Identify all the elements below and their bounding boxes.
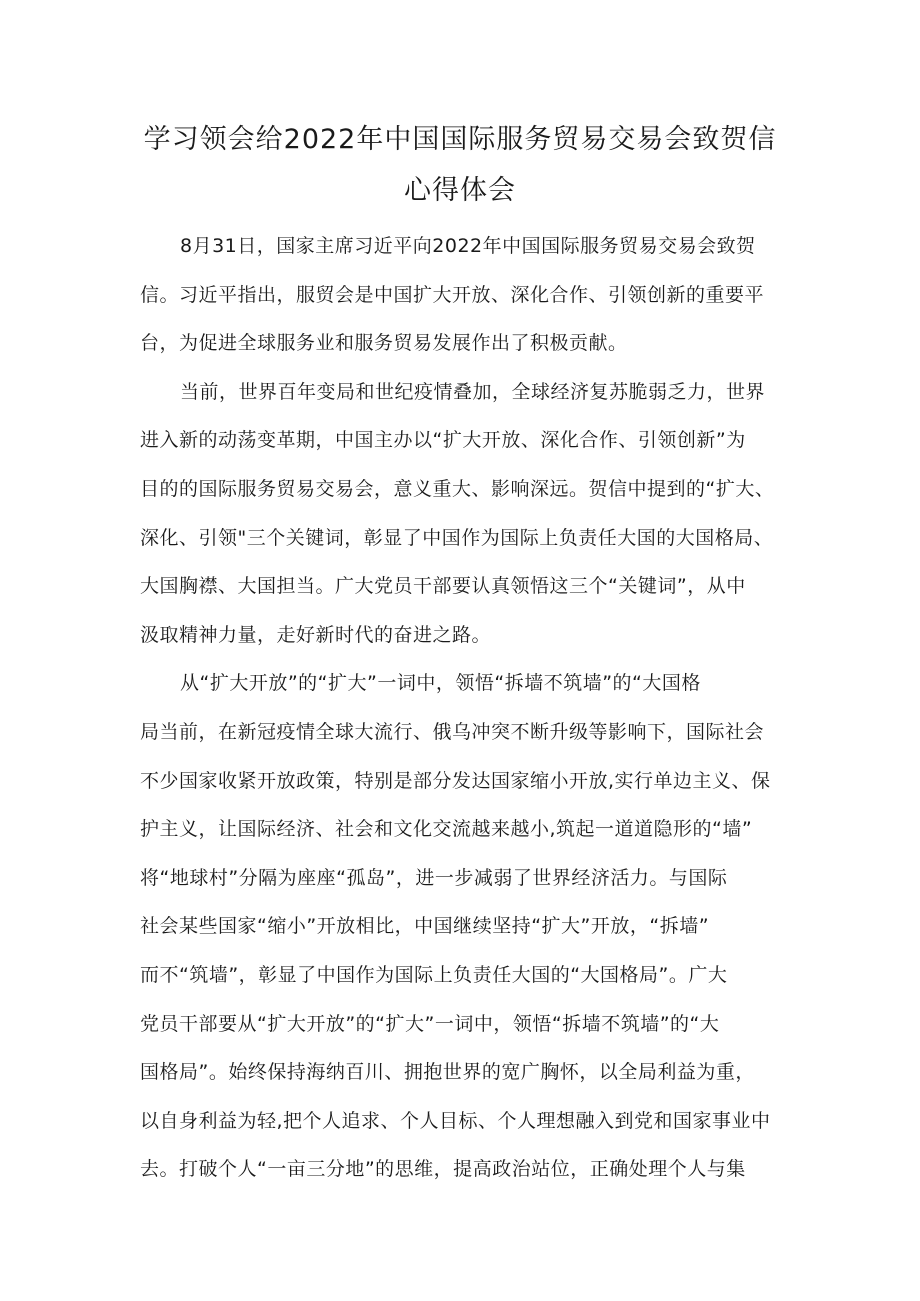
text-line: 国格局”。始终保持海纳百川、拥抱世界的宽广胸怀，以全局利益为重， [140, 1061, 755, 1084]
text-line: 以自身利益为轻,把个人追求、个人目标、个人理想融入到党和国家事业中 [140, 1109, 771, 1132]
document-body [140, 222, 790, 1194]
text-line: 8月31日，国家主席习近平向2022年中国国际服务贸易交易会致贺 [180, 235, 756, 257]
text-line: 社会某些国家“缩小”开放相比，中国继续坚持“扩大”开放，“拆墙” [140, 915, 710, 938]
paragraph-3 [140, 659, 790, 1194]
text-line: 不少国家收紧开放政策，特别是部分发达国家缩小开放,实行单边主义、保 [140, 769, 771, 792]
text-line: 而不“筑墙”，彰显了中国作为国际上负责任大国的“大国格局”。广大 [140, 963, 728, 986]
text-line: 目的的国际服务贸易交易会，意义重大、影响深远。贺信中提到的“扩大、 [140, 477, 775, 500]
text-line: 大国胸襟、大国担当。广大党员干部要认真领悟这三个“关键词”，从中 [140, 575, 746, 598]
document-title [100, 114, 820, 216]
text-line: 汲取精神力量，走好新时代的奋进之路。 [140, 623, 492, 646]
title-line-2: 心得体会 [404, 175, 516, 206]
text-line: 台，为促进全球服务业和服务贸易发展作出了积极贡献。 [140, 332, 628, 355]
text-line: 局当前，在新冠疫情全球大流行、俄乌冲突不断升级等影响下，国际社会 [140, 720, 765, 743]
text-line: 将“地球村”分隔为座座“孤岛”，进一步减弱了世界经济活力。与国际 [140, 866, 728, 889]
title-line-1: 学习领会给2022年中国国际服务贸易交易会致贺信 [143, 124, 777, 155]
text-line: 信。习近平指出，服贸会是中国扩大开放、深化合作、引领创新的重要平 [140, 283, 765, 306]
text-line: 护主义，让国际经济、社会和文化交流越来越小,筑起一道道隐形的“墙” [140, 818, 753, 841]
text-line: 去。打破个人“一亩三分地”的思维，提高政治站位，正确处理个人与集 [140, 1158, 746, 1181]
text-line: 从“扩大开放”的“扩大”一词中，领悟“拆墙不筑墙”的“大国格 [180, 672, 701, 695]
text-line: 进入新的动荡变革期，中国主办以“扩大开放、深化合作、引领创新”为 [140, 429, 746, 452]
paragraph-1 [140, 222, 790, 368]
text-line: 深化、引领"三个关键词，彰显了中国作为国际上负责任大国的大国格局、 [140, 526, 774, 549]
text-line: 当前，世界百年变局和世纪疫情叠加，全球经济复苏脆弱乏力，世界 [180, 380, 766, 403]
text-line: 党员干部要从“扩大开放”的“扩大”一词中，领悟“拆墙不筑墙”的“大 [140, 1012, 720, 1035]
paragraph-2 [140, 368, 790, 660]
